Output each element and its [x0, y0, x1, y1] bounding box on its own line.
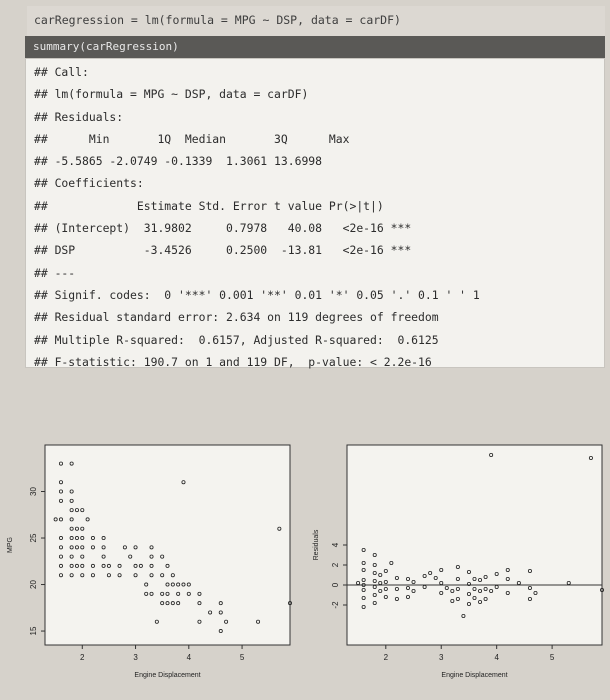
y-tick-label: 4	[331, 542, 340, 548]
x-axis-label: Engine Displacement	[134, 672, 201, 679]
plot-frame	[347, 445, 602, 645]
y-tick-label: 15	[29, 626, 38, 636]
output-line-rsquared: ## Multiple R-squared: 0.6157, Adjusted R-squared: 0.6125	[34, 332, 439, 347]
x-tick-label: 2	[383, 653, 389, 662]
y-tick-label: 25	[29, 533, 38, 543]
output-line-fstat: ## F-statistic: 190.7 on 1 and 119 DF, p-value: < 2.2e-16	[34, 354, 432, 369]
plot-frame	[45, 445, 290, 645]
x-tick-label: 2	[80, 653, 85, 662]
residuals-scatter-plot	[305, 420, 610, 700]
output-line-residuals-header: ## Min 1Q Median 3Q Max	[34, 131, 350, 146]
x-axis-label: Engine Displacement	[441, 672, 508, 679]
plots-area	[0, 420, 610, 700]
x-tick-label: 3	[133, 653, 138, 662]
x-tick-label: 3	[439, 653, 444, 662]
output-line-residuals-title: ## Residuals:	[34, 109, 124, 124]
output-line-separator: ## ---	[34, 265, 76, 280]
output-line-coefficients-title: ## Coefficients:	[34, 176, 144, 191]
x-tick-label: 4	[186, 653, 192, 662]
output-line-signif: ## Signif. codes: 0 '***' 0.001 '**' 0.01 '*' 0.05 '.' 0.1 ' ' 1	[34, 287, 480, 302]
output-line-rse: ## Residual standard error: 2.634 on 119 degrees of freedom	[34, 310, 439, 325]
x-tick-label: 5	[549, 653, 555, 662]
y-tick-label: 0	[331, 582, 340, 588]
output-line-residuals-values: ## -5.5865 -2.0749 -0.1339 1.3061 13.6998	[34, 154, 323, 169]
mpg-scatter-plot	[0, 420, 305, 700]
y-tick-label: 20	[29, 580, 38, 589]
x-tick-label: 4	[494, 653, 499, 662]
output-line-coefficients-header: ## Estimate Std. Error t value Pr(>|t|)	[34, 198, 384, 213]
console-output	[25, 58, 605, 368]
output-line-formula: ## lm(formula = MPG ~ DSP, data = carDF)	[34, 87, 309, 102]
output-line-intercept: ## (Intercept) 31.9802 0.7978 40.08 <2e-16 ***	[34, 221, 412, 236]
output-line-dsp: ## DSP -3.4526 0.2500 -13.81 <2e-16 ***	[34, 243, 412, 258]
y-tick-label: -2	[331, 601, 340, 609]
output-line-call: ## Call:	[34, 65, 89, 79]
code-cell[interactable]: carRegression = lm(formula = MPG ~ DSP, data = carDF)	[27, 6, 605, 36]
y-tick-label: 2	[331, 562, 340, 568]
x-tick-label: 5	[239, 653, 245, 662]
y-tick-label: 30	[29, 487, 38, 496]
y-axis-label: Residuals	[313, 529, 320, 561]
output-header: summary(carRegression)	[25, 36, 605, 58]
y-axis-label: MPG	[7, 537, 14, 553]
